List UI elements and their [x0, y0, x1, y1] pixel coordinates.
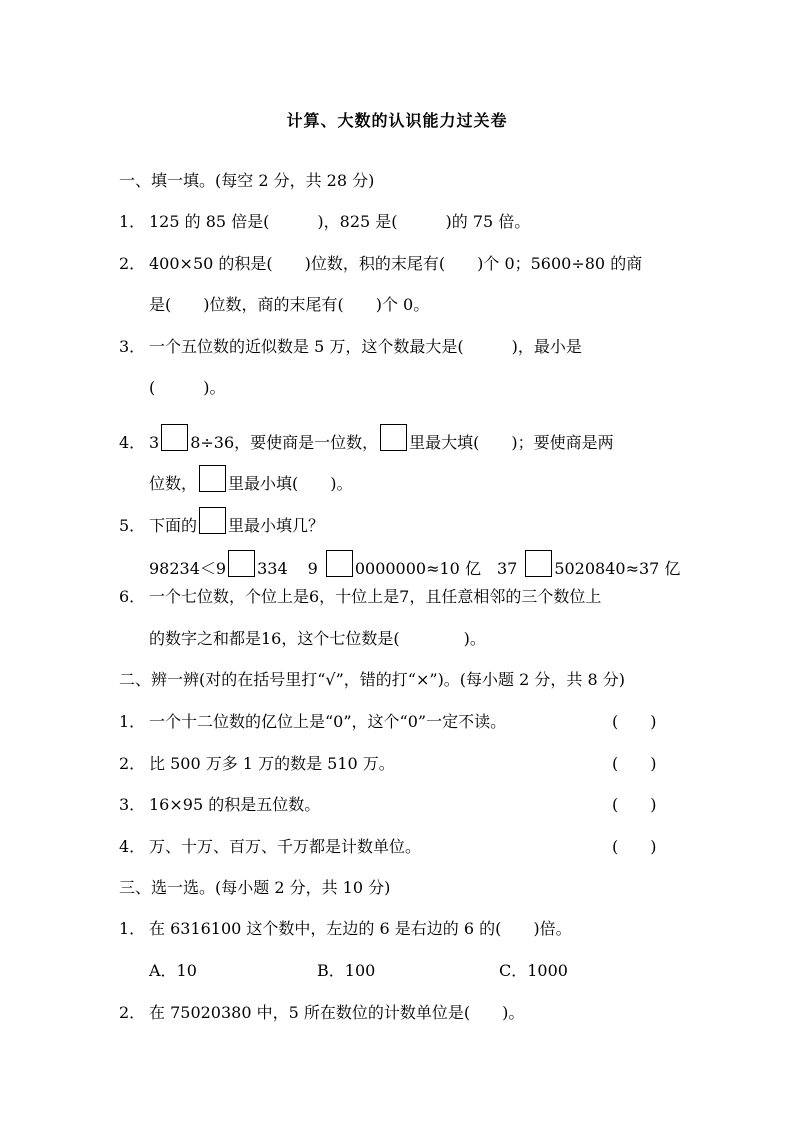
q-text: 8÷36，要使商是一位数， — [190, 433, 379, 452]
q-text: 3 — [149, 433, 160, 452]
q1-3-line2: ( )。 — [149, 378, 226, 397]
q1-4-line1 — [119, 424, 614, 454]
q-number: 2． — [119, 1003, 146, 1022]
q-text: 下面的 — [149, 516, 198, 535]
q-text: 400×50 的积是( )位数，积的末尾有( )个 0；5600÷80 的商 — [149, 254, 643, 273]
page-title: 计算、大数的认识能力过关卷 — [286, 111, 508, 130]
q1-5-line1 — [119, 507, 324, 537]
q1-2-line2: 是( )位数，商的末尾有( )个 0。 — [149, 295, 430, 314]
q2-1 — [119, 711, 506, 733]
answer-paren[interactable]: ( ) — [612, 712, 657, 731]
q-number: 4． — [119, 837, 146, 856]
q-text: 一个十二位数的亿位上是“0”，这个“0”一定不读。 — [149, 712, 507, 731]
q2-2 — [119, 753, 395, 775]
blank-box[interactable] — [380, 424, 407, 451]
blank-box[interactable] — [228, 550, 255, 577]
q1-1 — [119, 211, 530, 233]
expr-text: 0000000≈10 亿 — [354, 559, 481, 578]
q-text: 位数， — [149, 474, 198, 493]
option-a[interactable]: A．10 — [149, 961, 197, 980]
q3-2 — [119, 1002, 524, 1024]
option-c[interactable]: C．1000 — [499, 961, 568, 980]
q-text: 万、十万、百万、千万都是计数单位。 — [149, 837, 422, 856]
q-number: 2． — [119, 754, 146, 773]
q-number: 4． — [119, 433, 146, 452]
section3-header: 三、选一选。(每小题 2 分，共 10 分) — [119, 878, 391, 897]
q-number: 3． — [119, 337, 146, 356]
blank-box — [199, 507, 226, 534]
q-number: 3． — [119, 795, 146, 814]
section1-header: 一、填一填。(每空 2 分，共 28 分) — [119, 171, 375, 190]
expr-text: 98234＜9 — [149, 559, 227, 578]
q3-1-options — [149, 960, 568, 982]
q2-3 — [119, 794, 320, 816]
q-text: 比 500 万多 1 万的数是 510 万。 — [149, 754, 395, 773]
q-number: 1． — [119, 212, 146, 231]
answer-paren[interactable]: ( ) — [612, 754, 657, 773]
expr-text: 334 — [257, 559, 288, 578]
q-number: 5． — [119, 516, 146, 535]
q-text: 一个五位数的近似数是 5 万，这个数最大是( )，最小是 — [149, 337, 582, 356]
q-text: 在 6316100 这个数中，左边的 6 是右边的 6 的( )倍。 — [149, 919, 572, 938]
blank-box[interactable] — [326, 550, 353, 577]
q2-4 — [119, 836, 421, 858]
q-text: 16×95 的积是五位数。 — [149, 795, 321, 814]
q1-5-expressions — [149, 550, 680, 580]
q-text: 一个七位数，个位上是6，十位上是7，且任意相邻的三个数位上 — [149, 587, 602, 606]
q1-6-line2: 的数字之和都是16，这个七位数是( )。 — [149, 629, 486, 648]
q1-3-line1 — [119, 336, 582, 358]
q-number: 6． — [119, 587, 146, 606]
q-text: 里最大填( )；要使商是两 — [409, 433, 614, 452]
expr-text: 37 — [496, 559, 518, 578]
q-text: 在 75020380 中，5 所在数位的计数单位是( )。 — [149, 1003, 525, 1022]
section2-header: 二、辨一辨(对的在括号里打“√”，错的打“×”)。(每小题 2 分，共 8 分) — [119, 670, 625, 689]
answer-paren[interactable]: ( ) — [612, 837, 657, 856]
q-text: 里最小填几？ — [228, 516, 325, 535]
q-text: 里最小填( )。 — [228, 474, 353, 493]
q3-1 — [119, 918, 572, 940]
blank-box[interactable] — [525, 550, 552, 577]
q-number: 2． — [119, 254, 146, 273]
q-number: 1． — [119, 919, 146, 938]
blank-box[interactable] — [161, 424, 188, 451]
option-b[interactable]: B．100 — [317, 961, 376, 980]
expr-text: 9 — [307, 559, 318, 578]
q-text: 125 的 85 倍是( )，825 是( )的 75 倍。 — [149, 212, 531, 231]
q-number: 1． — [119, 712, 146, 731]
q1-4-line2 — [149, 465, 353, 495]
q1-6-line1 — [119, 586, 601, 608]
expr-text: 5020840≈37 亿 — [554, 559, 681, 578]
answer-paren[interactable]: ( ) — [612, 795, 657, 814]
blank-box[interactable] — [199, 465, 226, 492]
q1-2-line1 — [119, 253, 642, 275]
